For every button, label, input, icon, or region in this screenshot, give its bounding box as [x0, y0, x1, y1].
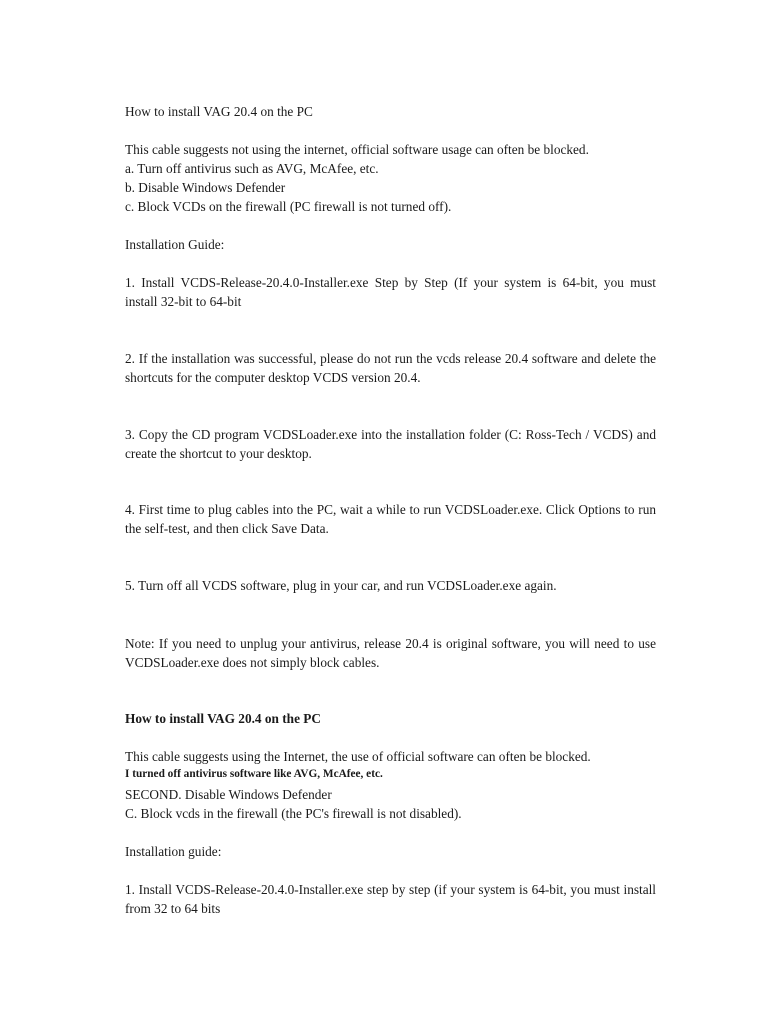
section1-note: Note: If you need to unplug your antivirus, release 20.4 is original software, you will need to use VCDSLoader.exe does not simply block cables.	[125, 636, 656, 670]
section2-step-1: 1. Install VCDS-Release-20.4.0-Installer.exe step by step (if your system is 64-bit, you must install from 32 to 64 bits	[125, 882, 656, 916]
section2-prereq-c: C. Block vcds in the firewall (the PC's firewall is not disabled).	[125, 806, 462, 821]
section2-prereq-b: SECOND. Disable Windows Defender	[125, 787, 332, 802]
section1-step-3: 3. Copy the CD program VCDSLoader.exe into the installation folder (C: Ross-Tech / VCDS) and create the shortcut to your desktop.	[125, 427, 656, 461]
section2-title: How to install VAG 20.4 on the PC	[125, 711, 322, 726]
section2-intro: This cable suggests using the Internet, the use of official software can often be blocked.	[125, 749, 591, 764]
section2-prereq-a: I turned off antivirus software like AVG, McAfee, etc.	[125, 768, 383, 780]
section1-prereq-b: b. Disable Windows Defender	[125, 180, 286, 195]
section1-step-4: 4. First time to plug cables into the PC, wait a while to run VCDSLoader.exe. Click Options to run the self-test, and then click Save Data.	[125, 502, 656, 536]
section1-step-2: 2. If the installation was successful, please do not run the vcds release 20.4 software and delete the shortcuts for the computer desktop VCDS version 20.4.	[125, 351, 656, 385]
section1-prereq-c: c. Block VCDs on the firewall (PC firewall is not turned off).	[125, 199, 452, 214]
section1-intro: This cable suggests not using the internet, official software usage can often be blocked.	[125, 142, 589, 157]
section1-step-1: 1. Install VCDS-Release-20.4.0-Installer.exe Step by Step (If your system is 64-bit, you must install 32-bit to 64-bit	[125, 275, 656, 309]
section1-guide-heading: Installation Guide:	[125, 237, 225, 252]
section1-title: How to install VAG 20.4 on the PC	[125, 104, 313, 119]
section1-prereq-a: a. Turn off antivirus such as AVG, McAfee, etc.	[125, 161, 379, 176]
section1-step-5: 5. Turn off all VCDS software, plug in your car, and run VCDSLoader.exe again.	[125, 578, 557, 593]
section2-guide-heading: Installation guide:	[125, 844, 222, 859]
